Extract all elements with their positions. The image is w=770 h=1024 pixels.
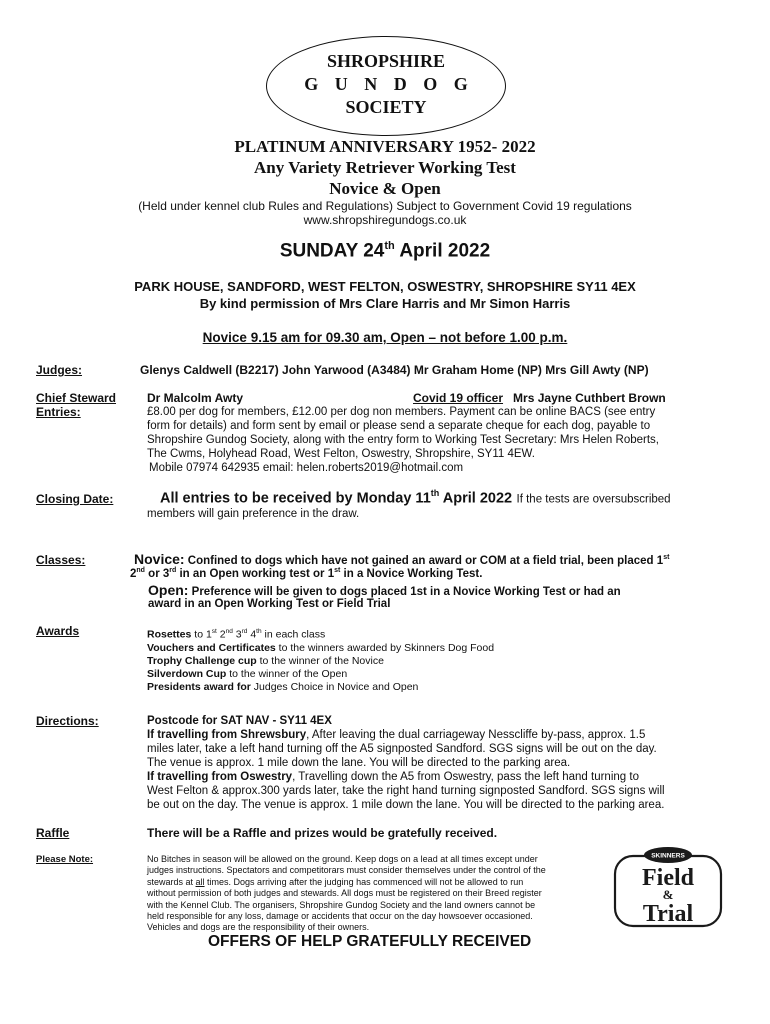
badge-ampersand: & xyxy=(662,887,674,902)
entries-label: Entries: xyxy=(36,405,81,419)
award-rosettes: Rosettes to 1st 2nd 3rd 4th in each class xyxy=(147,628,326,641)
directions-text: Postcode for SAT NAV - SY11 4EX If travelling from Shrewsbury, After leaving the dual carriageway Nesscliffe by-pass, approx. 1.5 miles later, take a left hand turning off the A5 signposted Sandford. SGS signs will be out on the day. The venue is approx. 1 mile down the lane. You will be directed to the parking area. If travelling from Oswestry, Travelling down the A5 from Oswestry, pass the left hand turning to West Felton & approx.300 yards later, take the right hand turning signposted Sandford. SGS signs will be out on the day. The venue is approx. 1 mile down the lane. You will be directed to the parking area. xyxy=(147,715,665,811)
event-date: SUNDAY 24th April 2022 xyxy=(279,240,491,262)
badge-brand: SKINNERS xyxy=(651,852,685,860)
note-label: Please Note: xyxy=(36,854,94,865)
closing-line-2: members will gain preference in the draw. xyxy=(147,508,360,520)
closing-label: Closing Date: xyxy=(36,492,114,506)
award-trophy: Trophy Challenge cup to the winner of the Novice xyxy=(147,654,384,667)
classes-label: Classes: xyxy=(36,553,86,567)
award-silverdown: Silverdown Cup to the winner of the Open xyxy=(147,667,348,680)
field-trial-logo xyxy=(613,844,723,928)
classes-title: Novice & Open xyxy=(329,179,441,198)
directions-label: Directions: xyxy=(36,714,99,728)
covid-officer: Covid 19 officer Mrs Jayne Cuthbert Brown xyxy=(413,391,666,405)
event-title: Any Variety Retriever Working Test xyxy=(254,158,516,177)
closing-text: All entries to be received by Monday 11th April 2022 If the tests are oversubscribed xyxy=(160,488,671,507)
award-vouchers: Vouchers and Certificates to the winners awarded by Skinners Dog Food xyxy=(147,641,495,654)
open-class: Open: Preference will be given to dogs placed 1st in a Novice Working Test or had an xyxy=(148,582,621,598)
awards-label: Awards xyxy=(36,624,80,638)
novice-class-line-2: 2nd or 3rd in an Open working test or 1st in a Novice Working Test. xyxy=(130,567,483,580)
steward-label: Chief Steward xyxy=(36,391,117,405)
help-footer: OFFERS OF HELP GRATEFULLY RECEIVED xyxy=(208,933,532,950)
novice-class: Novice: Confined to dogs which have not gained an award or COM at a field trial, been placed 1st xyxy=(134,551,670,567)
raffle-value: There will be a Raffle and prizes would be gratefully received. xyxy=(147,826,498,840)
website: www.shropshiregundogs.co.uk xyxy=(303,213,467,227)
award-presidents: Presidents award for Judges Choice in Novice and Open xyxy=(147,680,419,693)
anniversary-title: PLATINUM ANNIVERSARY 1952- 2022 xyxy=(234,137,536,156)
raffle-label: Raffle xyxy=(36,826,70,840)
open-class-line-2: award in an Open Working Test or Field Trial xyxy=(148,598,391,610)
badge-word-field: Field xyxy=(642,865,694,891)
note-text: No Bitches in season will be allowed on the ground. Keep dogs on a lead at all times except under judges instructions. Spectators and competitorars must consider themselves under the control of the stewards at all times. Dogs arriving after the judging has commenced will not be allowed to run without permission of both judges and stewards. All dogs must be registered on their Breed register with the Kennel Club. The organisers, Shropshire Gundog Society and the land owners cannot be held responsible for any loss, damage or accidents that occur on the day howsoever occasioned. Vehicles and dogs are the responsibility of their owners. xyxy=(147,854,546,933)
steward-value: Dr Malcolm Awty xyxy=(147,391,244,405)
held-under-note: (Held under kennel club Rules and Regulations) Subject to Government Covid 19 regulations xyxy=(138,199,632,213)
venue-permission: By kind permission of Mrs Clare Harris and Mr Simon Harris xyxy=(199,296,571,311)
venue-address: PARK HOUSE, SANDFORD, WEST FELTON, OSWESTRY, SHROPSHIRE SY11 4EX xyxy=(134,279,636,294)
test-times: Novice 9.15 am for 09.30 am, Open – not before 1.00 p.m. xyxy=(202,330,568,345)
badge-word-trial: Trial xyxy=(642,901,694,927)
logo-line-3: SOCIETY xyxy=(345,97,427,117)
awards-list xyxy=(147,625,494,694)
judges-label: Judges: xyxy=(36,363,83,377)
judges-value: Glenys Caldwell (B2217) John Yarwood (A3484) Mr Graham Home (NP) Mrs Gill Awty (NP) xyxy=(140,363,649,377)
logo-line-2: G U N D O G xyxy=(304,74,474,94)
entries-text: £8.00 per dog for members, £12.00 per dog non members. Payment can be online BACS (see entry form for details) and form sent by email or please send a separate cheque for each dog, payable to Shropshire Gundog Society, along with the entry form to Working Test Secretary: Mrs Helen Roberts, The Cwms, Holyhead Road, West Felton, Oswestry, Shropshire, SY11 4EW. Mobile 07974 642935 email: helen.roberts2019@hotmail.com xyxy=(147,406,659,474)
logo-line-1: SHROPSHIRE xyxy=(326,51,446,71)
society-logo xyxy=(266,36,506,136)
